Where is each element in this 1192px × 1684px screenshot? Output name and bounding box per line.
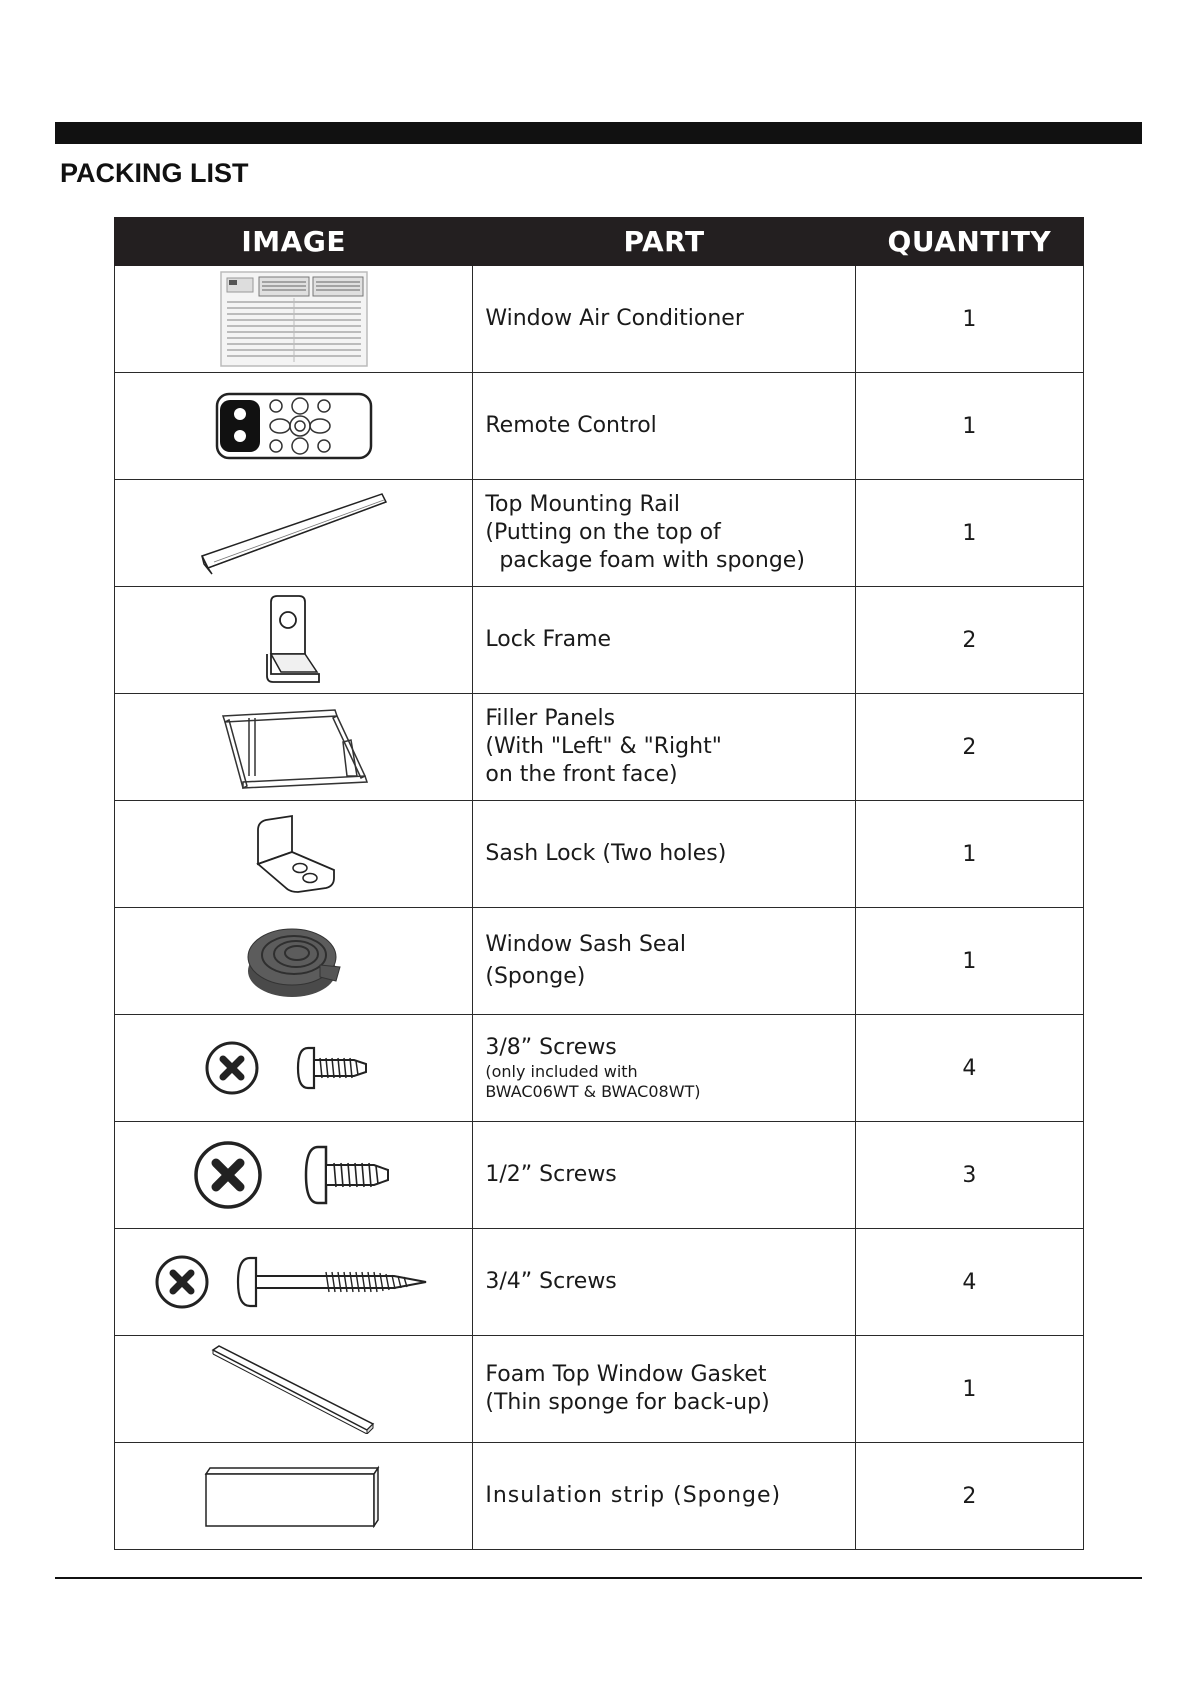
part-cell: [473, 373, 855, 480]
remote-control-icon: [214, 390, 374, 462]
part-line: Sash Lock (Two holes): [485, 841, 727, 866]
quantity-cell: 2: [855, 694, 1083, 801]
part-line: 3/8” Screws: [485, 1035, 617, 1060]
part-note-line: (only included with: [485, 1062, 638, 1081]
part-line: on the front face): [485, 762, 678, 787]
part-line: Insulation strip (Sponge): [485, 1483, 782, 1508]
part-cell: [473, 694, 855, 801]
image-cell: [115, 266, 473, 373]
quantity-cell: 4: [855, 1015, 1083, 1122]
window-air-conditioner-icon: [219, 270, 369, 368]
image-cell: [115, 1122, 473, 1229]
part-line: Window Sash Seal: [485, 932, 687, 957]
sash-lock-icon: [248, 814, 340, 894]
quantity-cell: 1: [855, 266, 1083, 373]
table-row: [115, 587, 1084, 694]
table-row: [115, 1122, 1084, 1229]
part-cell: [473, 1443, 855, 1550]
part-line: (Thin sponge for back-up): [485, 1390, 770, 1415]
image-cell: [115, 801, 473, 908]
insulation-strip-icon: [204, 1464, 384, 1528]
part-cell: [473, 587, 855, 694]
quantity-cell: 4: [855, 1229, 1083, 1336]
part-line: Remote Control: [485, 413, 657, 438]
image-cell: [115, 1015, 473, 1122]
table-row: [115, 1443, 1084, 1550]
part-cell: [473, 480, 855, 587]
screw-3-8-icon: [204, 1036, 384, 1100]
image-cell: [115, 480, 473, 587]
image-cell: [115, 694, 473, 801]
part-cell: [473, 1336, 855, 1443]
table-row: [115, 373, 1084, 480]
part-line: Filler Panels: [485, 706, 616, 731]
part-line: Lock Frame: [485, 627, 612, 652]
image-cell: [115, 1229, 473, 1336]
image-cell: [115, 1443, 473, 1550]
table-header-row: [115, 218, 1084, 266]
part-line: Foam Top Window Gasket: [485, 1362, 767, 1387]
top-mounting-rail-icon: [194, 488, 394, 578]
quantity-cell: 1: [855, 480, 1083, 587]
header-bar: [55, 122, 1142, 144]
part-cell: [473, 1015, 855, 1122]
table-row: [115, 1015, 1084, 1122]
quantity-cell: 1: [855, 801, 1083, 908]
lock-frame-icon: [259, 592, 329, 688]
image-cell: [115, 908, 473, 1015]
table-row: [115, 266, 1084, 373]
filler-panels-icon: [219, 704, 369, 790]
quantity-cell: 1: [855, 373, 1083, 480]
part-cell: [473, 908, 855, 1015]
part-cell: [473, 1122, 855, 1229]
footer-rule: [55, 1577, 1142, 1579]
quantity-cell: 3: [855, 1122, 1083, 1229]
part-line: (Sponge): [485, 964, 586, 989]
part-cell: [473, 801, 855, 908]
part-note-line: BWAC06WT & BWAC08WT): [485, 1082, 701, 1101]
header-part: PART: [473, 218, 855, 266]
quantity-cell: 2: [855, 1443, 1083, 1550]
part-cell: [473, 1229, 855, 1336]
image-cell: [115, 587, 473, 694]
quantity-cell: 1: [855, 1336, 1083, 1443]
part-line: package foam with sponge): [485, 548, 805, 573]
header-quantity: QUANTITY: [855, 218, 1083, 266]
part-cell: [473, 266, 855, 373]
window-sash-seal-icon: [244, 921, 344, 1001]
quantity-cell: 2: [855, 587, 1083, 694]
table-row: [115, 480, 1084, 587]
part-line: Top Mounting Rail: [485, 492, 680, 517]
table-row: [115, 801, 1084, 908]
table-row: [115, 908, 1084, 1015]
table-row: [115, 694, 1084, 801]
image-cell: [115, 373, 473, 480]
part-line: 3/4” Screws: [485, 1269, 617, 1294]
screw-3-4-icon: [154, 1252, 434, 1312]
header-image: IMAGE: [115, 218, 473, 266]
section-title: PACKING LIST: [60, 158, 249, 188]
quantity-cell: 1: [855, 908, 1083, 1015]
foam-gasket-icon: [209, 1344, 379, 1434]
table-row: [115, 1229, 1084, 1336]
screw-1-2-icon: [194, 1137, 394, 1213]
part-line: Window Air Conditioner: [485, 306, 744, 331]
part-line: (Putting on the top of: [485, 520, 721, 545]
part-line: 1/2” Screws: [485, 1162, 617, 1187]
image-cell: [115, 1336, 473, 1443]
packing-list-table: [114, 217, 1084, 1550]
part-line: (With "Left" & "Right": [485, 734, 722, 759]
table-row: [115, 1336, 1084, 1443]
